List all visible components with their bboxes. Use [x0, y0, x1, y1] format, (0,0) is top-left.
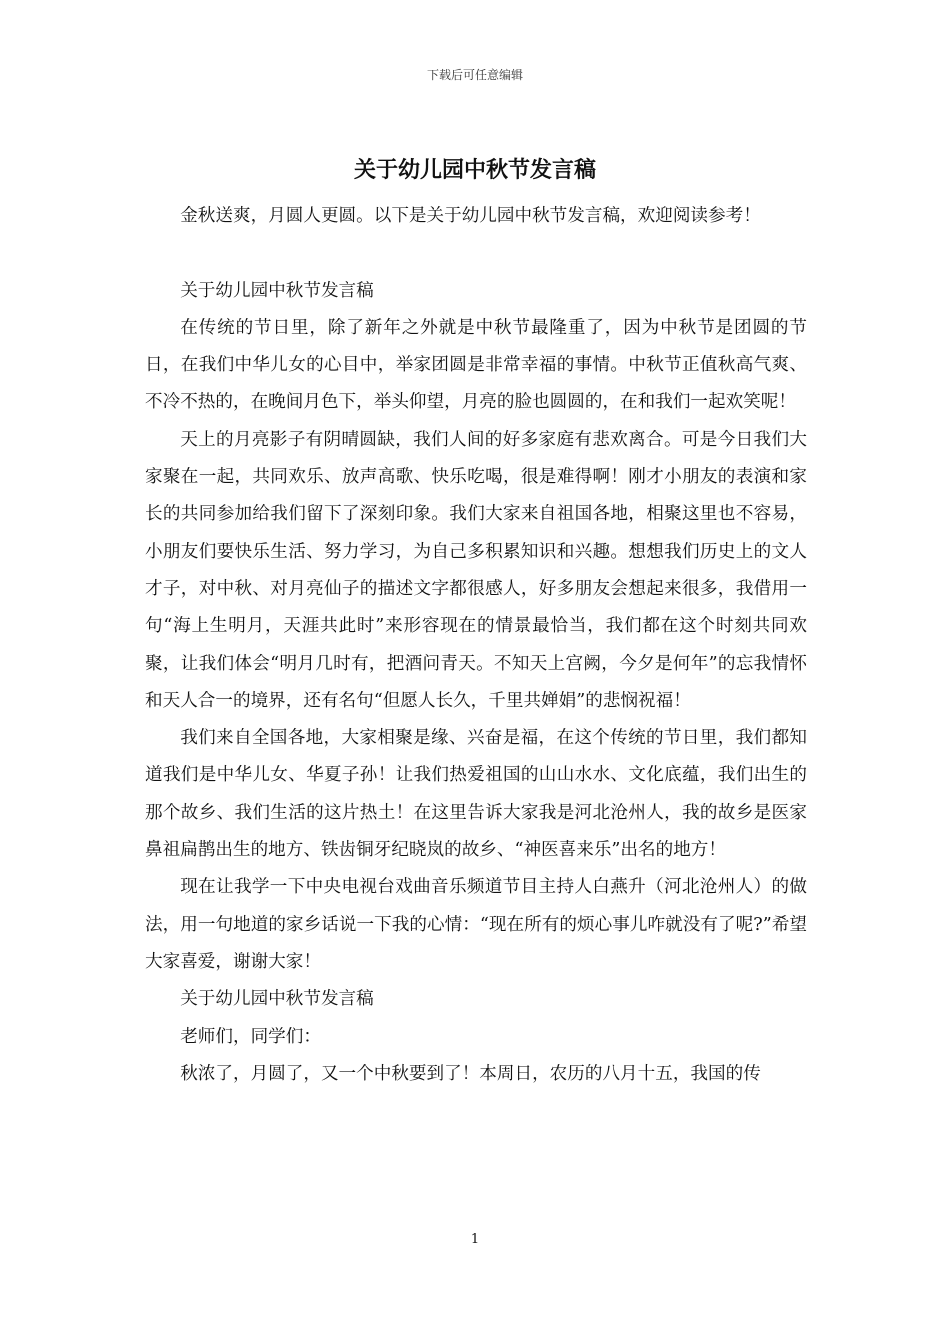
section-heading: 关于幼儿园中秋节发言稿 — [180, 280, 374, 301]
body-paragraph: 现在让我学一下中央电视台戏曲音乐频道节目主持人白燕升（河北沧州人）的做法，用一句地道的家乡话说一下我的心情：“现在所有的烦心事儿咋就没有了呢?”希望大家喜爱，谢谢大家！ — [145, 877, 807, 972]
document-title: 关于幼儿园中秋节发言稿 — [353, 158, 596, 183]
page-number: 1 — [470, 1232, 480, 1247]
body-paragraph: 天上的月亮影子有阴晴圆缺，我们人间的好多家庭有悲欢离合。可是今日我们大家聚在一起，共同欢乐、放声高歌、快乐吃喝，很是难得啊！刚才小朋友的表演和家长的共同参加给我们留下了深刻印象。我们大家来自祖国各地，相聚这里也不容易，小朋友们要快乐生活、努力学习，为自己多积累知识和兴趣。想想我们历史上的文人才子，对中秋、对月亮仙子的描述文字都很感人，好多朋友会想起来很多，我借用一句“海上生明月，天涯共此时”来形容现在的情景最恰当，我们都在这个时刻共同欢聚，让我们体会“明月几时有，把酒问青天。不知天上宫阙，今夕是何年”的忘我情怀和天人合一的境界，还有名句“但愿人长久，千里共婵娟”的悲悯祝福！ — [145, 429, 807, 711]
body-paragraph: 秋浓了，月圆了，又一个中秋要到了！本周日，农历的八月十五，我国的传 — [180, 1063, 761, 1084]
intro-paragraph: 金秋送爽，月圆人更圆。以下是关于幼儿园中秋节发言稿，欢迎阅读参考！ — [180, 206, 761, 226]
paragraph-gap — [145, 235, 807, 272]
salutation: 老师们，同学们： — [180, 1026, 321, 1047]
document-body — [145, 198, 807, 1093]
body-paragraph: 我们来自全国各地，大家相聚是缘、兴奋是福，在这个传统的节日里，我们都知道我们是中华儿女、华夏子孙！让我们热爱祖国的山山水水、文化底蕴，我们出生的那个故乡、我们生活的这片热土！在这里告诉大家我是河北沧州人，我的故乡是医家鼻祖扁鹊出生的地方、铁齿铜牙纪晓岚的故乡、“神医喜来乐”出名的地方！ — [145, 728, 807, 861]
body-paragraph: 在传统的节日里，除了新年之外就是中秋节最隆重了，因为中秋节是团圆的节日，在我们中华儿女的心目中，举家团圆是非常幸福的事情。中秋节正值秋高气爽、不冷不热的，在晚间月色下，举头仰望，月亮的脸也圆圆的，在和我们一起欢笑呢！ — [145, 317, 807, 413]
page-header: 下载后可任意编辑 — [426, 68, 523, 82]
section-heading: 关于幼儿园中秋节发言稿 — [180, 989, 374, 1010]
